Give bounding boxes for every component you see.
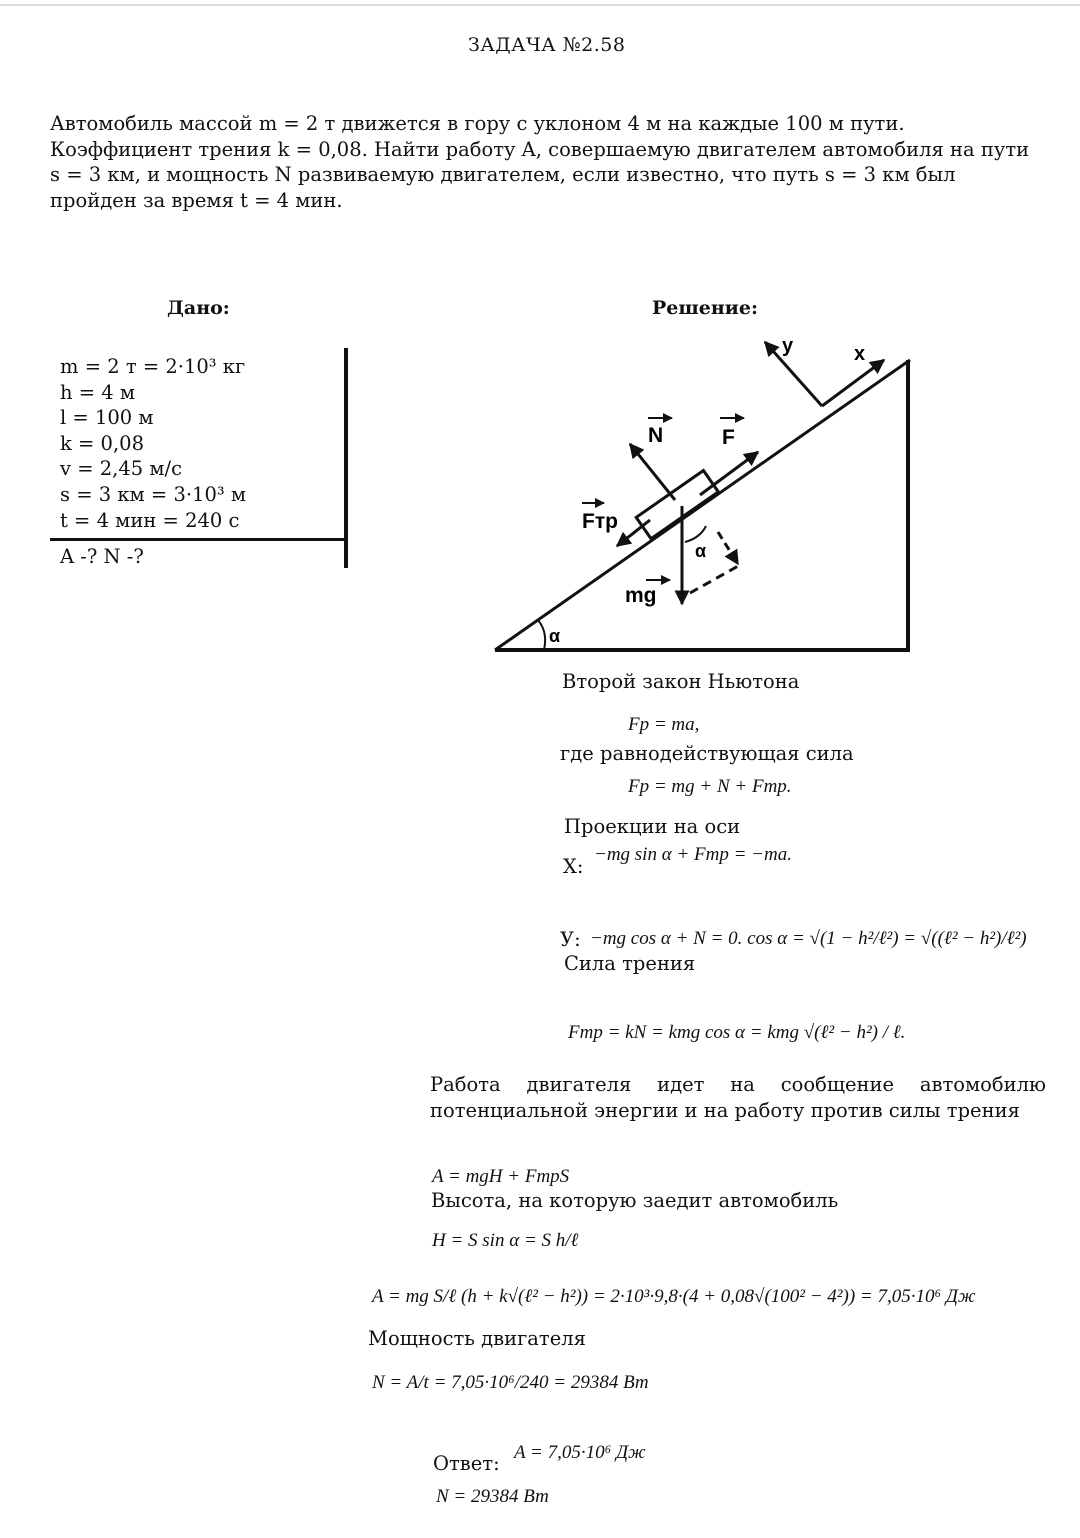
find-line: A -? N -? — [60, 545, 144, 568]
height-label: Высота, на которую заедит автомобиль — [431, 1189, 839, 1212]
normal-force-arrow — [630, 444, 675, 500]
answer-label: Ответ: — [433, 1452, 500, 1475]
label-alpha-top: α — [695, 541, 707, 561]
car-block — [636, 470, 718, 538]
answer-power: N = 29384 Вт — [436, 1486, 549, 1507]
friction-label: Сила трения — [564, 952, 696, 975]
axis-y-label: y — [782, 335, 794, 357]
label-alpha-slope: α — [549, 626, 561, 646]
eq-power: N = A/t = 7,05·10⁶/240 = 29384 Вт — [372, 1372, 649, 1393]
inclined-plane — [495, 360, 910, 652]
x-axis-label: X: — [563, 855, 584, 878]
work-explanation: Работа двигателя идет на сообщение автомобилю потенциальной энергии и на работу против силы трения — [430, 1073, 1046, 1122]
eq-work: A = mgH + FтрS — [432, 1166, 570, 1187]
problem-condition: Автомобиль массой m = 2 т движется в гору с уклоном 4 м на каждые 100 м пути. Коэффициент трения k = 0,08. Найти работу A, совершаемую двигателем автомобиля на пути s = 3 км, и мощность N развиваемую двигателем, если известно, что путь s = 3 км был пройден за время t = 4 мин. — [50, 112, 1030, 212]
eq-x: −mg sin α + Fтр = −ma. — [594, 844, 792, 865]
power-label: Мощность двигателя — [368, 1327, 586, 1350]
axis-x-label: x — [854, 343, 866, 365]
given-header: Дано: — [167, 297, 230, 319]
eq-height: H = S sin α = S h/ℓ — [432, 1230, 579, 1251]
answer-work: A = 7,05·10⁶ Дж — [514, 1442, 646, 1463]
projections-label: Проекции на оси — [564, 815, 741, 838]
task-title: ЗАДАЧА №2.58 — [468, 34, 626, 56]
eq-resultant: Fр = mg + N + Fтр. — [628, 776, 792, 797]
slope-angle-arc — [538, 620, 545, 650]
given-item: m = 2 т = 2·10³ кг — [60, 355, 246, 378]
dashed-projection-line — [690, 565, 740, 593]
newton-label: Второй закон Ньютона — [562, 670, 800, 693]
eq-y: −mg cos α + N = 0. cos α = √(1 − h²/ℓ²) = √((ℓ² − h²)/ℓ²) — [590, 928, 1027, 949]
dashed-perpendicular-arrow — [718, 532, 738, 564]
label-f: F — [722, 426, 735, 449]
label-n: N — [648, 424, 664, 447]
resultant-label: где равнодействующая сила — [560, 742, 854, 765]
eq-friction: Fтр = kN = kmg cos α = kmg √(ℓ² − h²) / ℓ. — [568, 1022, 906, 1043]
label-mg: mg — [625, 584, 657, 607]
y-axis-label: У: — [560, 928, 581, 951]
given-item: h = 4 м — [60, 380, 136, 404]
label-friction: Fтр — [582, 510, 618, 533]
eq-newton: Fр = ma, — [628, 714, 700, 735]
incline-diagram — [0, 0, 1080, 680]
friction-force-arrow — [617, 520, 650, 546]
eq-work-full: A = mg S/ℓ (h + k√(ℓ² − h²)) = 2·10³·9,8·(4 + 0,08√(100² − 4²)) = 7,05·10⁶ Дж — [372, 1286, 976, 1307]
given-item: s = 3 км = 3·10³ м — [60, 482, 247, 506]
given-item: l = 100 м — [60, 406, 154, 430]
gravity-angle-arc — [685, 526, 706, 542]
given-item: k = 0,08 — [60, 431, 144, 455]
given-item: t = 4 мин = 240 с — [60, 508, 240, 532]
given-item: v = 2,45 м/с — [60, 457, 183, 481]
solution-header: Решение: — [652, 297, 758, 319]
